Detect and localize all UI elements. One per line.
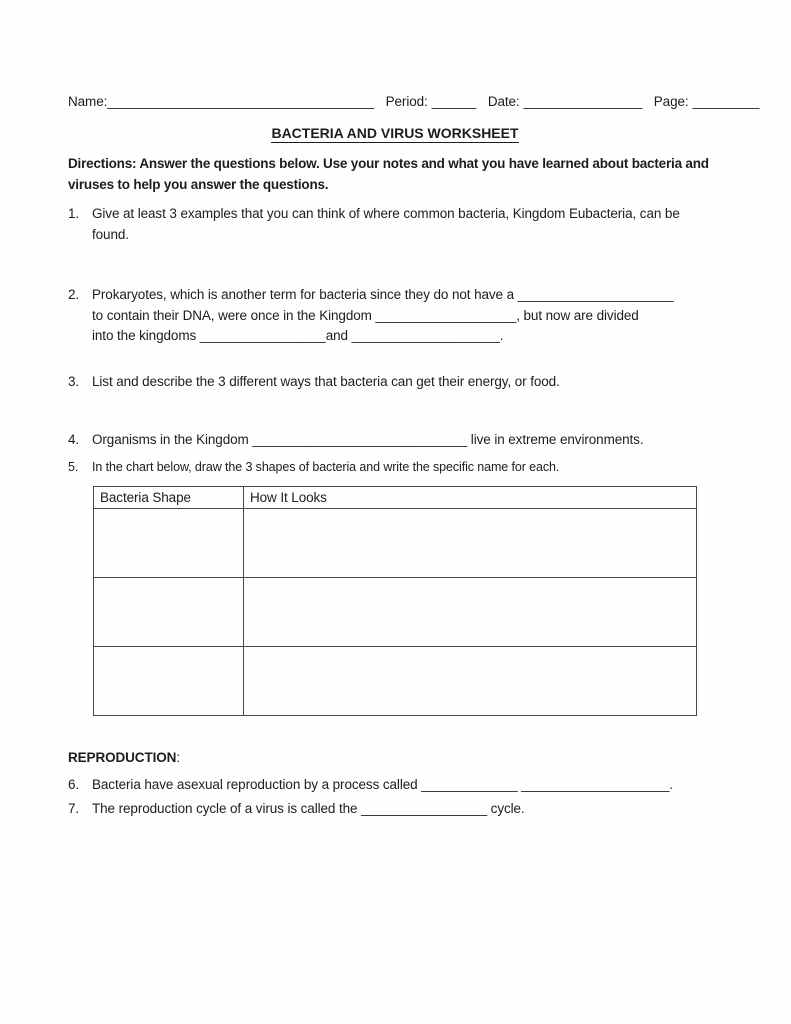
question-line: into the kingdoms _________________and ____________________. (92, 328, 504, 343)
reproduction-heading-text: REPRODUCTION (68, 749, 177, 765)
question-2 (68, 285, 722, 347)
table-row (94, 508, 697, 577)
reproduction-heading (68, 748, 722, 769)
directions-line: viruses to help you answer the questions. (68, 176, 329, 192)
title-row (68, 123, 722, 143)
question-line: to contain their DNA, were once in the Kingdom ___________________, but now are divided (92, 307, 639, 323)
question-number: 1. (68, 206, 80, 221)
table-cell-looks-2 (244, 577, 697, 646)
question-7 (68, 799, 722, 820)
period-blank: ______ (431, 94, 477, 109)
question-line: In the chart below, draw the 3 shapes of bacteria and write the specific name for each. (92, 459, 560, 474)
table-cell-shape-1 (94, 508, 244, 577)
question-line: Organisms in the Kingdom _____________________________ live in extreme environments. (92, 432, 644, 447)
question-4 (68, 430, 722, 451)
question-line: List and describe the 3 different ways that bacteria can get their energy, or food. (92, 373, 560, 389)
question-number: 7. (68, 800, 80, 816)
question-number: 4. (68, 432, 80, 447)
question-line: Bacteria have asexual reproduction by a process called _____________ ____________________. (92, 777, 673, 792)
header-line (68, 92, 760, 112)
question-line: found. (92, 226, 129, 242)
table-cell-shape-3 (94, 646, 244, 715)
table-header-bacteria-shape: Bacteria Shape (94, 486, 244, 508)
table-header-how-it-looks: How It Looks (244, 486, 697, 508)
question-line: The reproduction cycle of a virus is called the _________________ cycle. (92, 800, 525, 816)
page-label: Page: (653, 94, 689, 109)
directions-line: Directions: Answer the questions below. Use your notes and what you have learned about bacteria and (68, 156, 709, 171)
period-label: Period: (385, 94, 428, 109)
name-blank: ____________________________________ (107, 94, 374, 109)
question-number: 2. (68, 287, 80, 302)
question-number: 3. (68, 373, 80, 389)
reproduction-heading-colon: : (176, 749, 180, 765)
table-cell-looks-1 (244, 508, 697, 577)
bacteria-shape-table (93, 486, 697, 716)
question-number: 5. (68, 459, 79, 474)
table-row (94, 646, 697, 715)
table-header-row (94, 486, 697, 508)
table-cell-looks-3 (244, 646, 697, 715)
directions-paragraph (68, 154, 722, 195)
question-line: Give at least 3 examples that you can think of where common bacteria, Kingdom Eubacteria, can be (92, 206, 680, 221)
question-5 (68, 458, 722, 477)
worksheet-title: BACTERIA AND VIRUS WORKSHEET (271, 125, 519, 141)
question-1 (68, 204, 722, 245)
date-blank: ________________ (523, 94, 643, 109)
question-3 (68, 372, 722, 393)
table-cell-shape-2 (94, 577, 244, 646)
question-line: Prokaryotes, which is another term for bacteria since they do not have a _____________________ (92, 287, 674, 302)
page-blank: _________ (692, 94, 760, 109)
date-label: Date: (487, 94, 520, 109)
table-row (94, 577, 697, 646)
name-label: Name: (68, 94, 108, 109)
question-number: 6. (68, 777, 80, 792)
question-6 (68, 775, 722, 796)
